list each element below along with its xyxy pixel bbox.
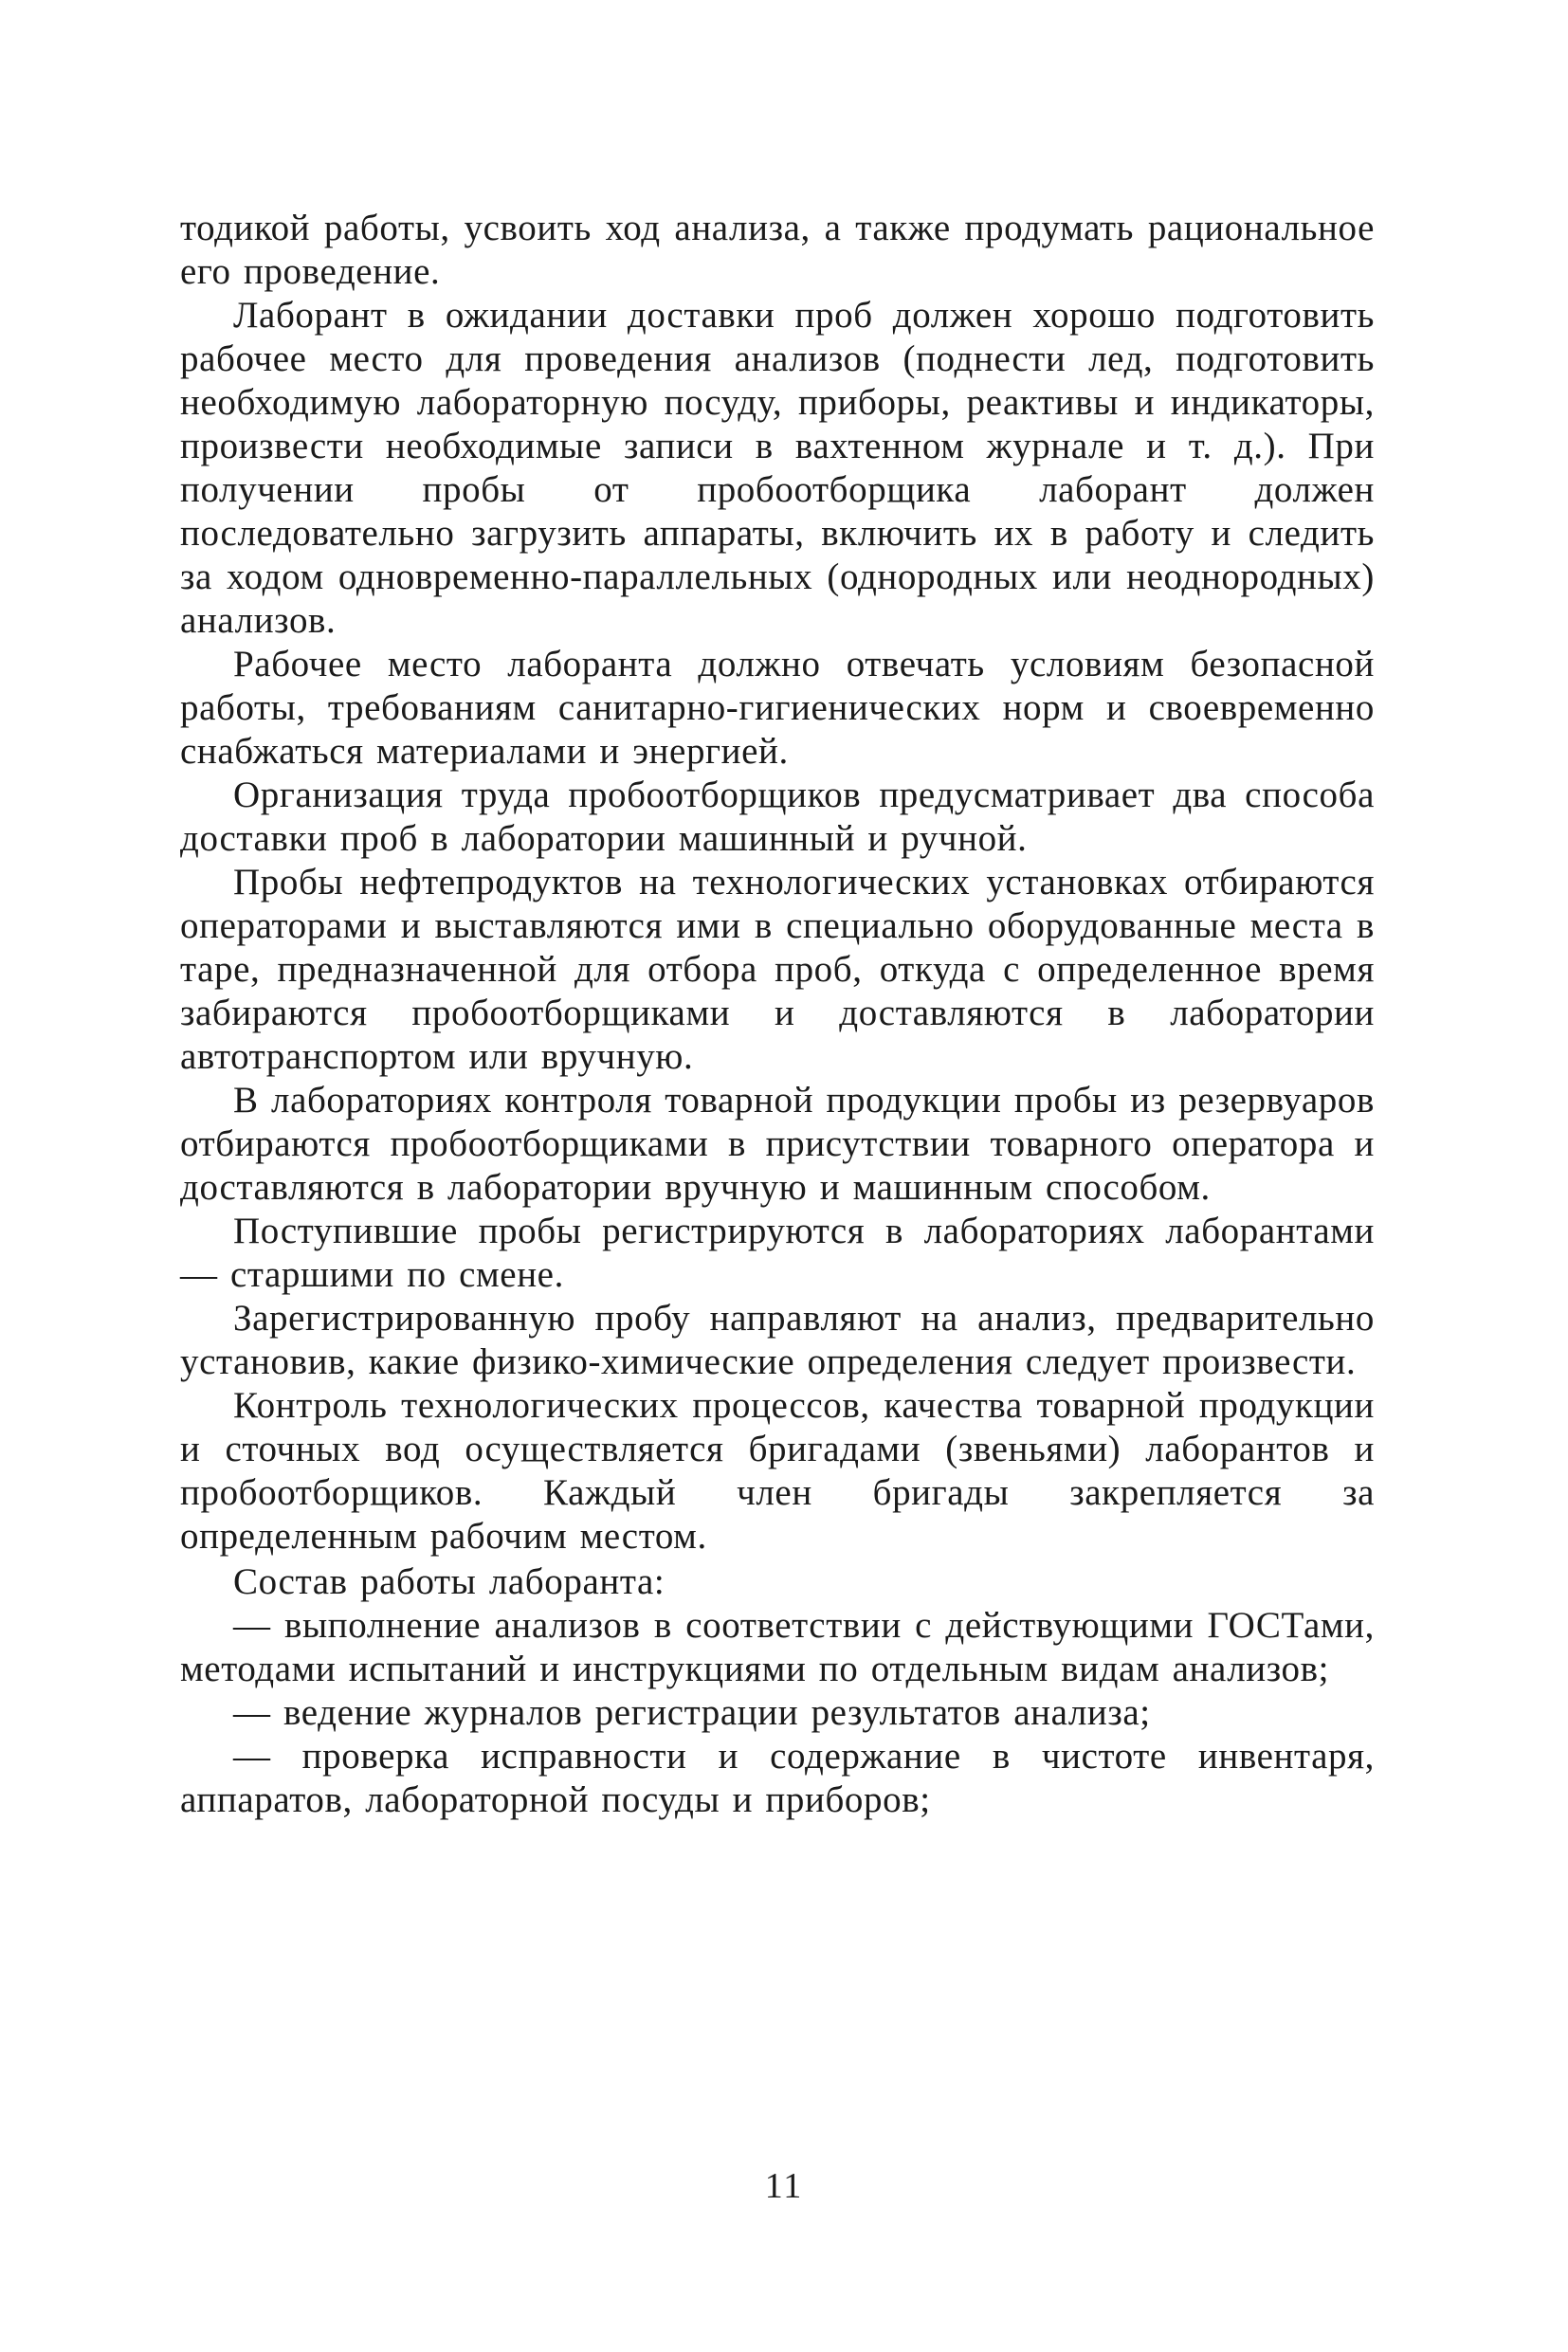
list-item-equipment-maintenance: — проверка исправности и содержание в чистоте инвентаря, аппаратов, лабораторной посуды и приборов; [180, 1736, 1375, 1820]
page-number: 11 [764, 2166, 804, 2206]
paragraph-commodity-control-labs: В лабораториях контроля товарной продукции пробы из резервуаров отбираются пробоотборщиками в присутствии товарного оператора и доставляются в лаборатории вручную и машинным способом. [180, 1080, 1375, 1208]
paragraph-sample-analysis: Зарегистрированную пробу направляют на анализ, предварительно установив, какие физико-химические определения следует произвести. [180, 1298, 1375, 1382]
paragraph-work-composition: Состав работы лаборанта: [233, 1561, 665, 1602]
paragraph-sample-delivery-methods: Организация труда пробоотборщиков предусматривает два способа доставки проб в лаборатории машинный и ручной. [180, 775, 1375, 859]
paragraph-workplace-preparation: Лаборант в ожидании доставки проб должен хорошо подготовить рабочее место для проведения анализов (поднести лед, подготовить необходимую лабораторную посуду, приборы, реактивы и индикаторы, произвести необходимые записи в вахтенном журнале и т. д.). При получении пробы от пробоотборщика лаборант должен последовательно загрузить аппараты, включить их в работу и следить за ходом одновременно-параллельных (однородных или неоднородных) анализов. [180, 295, 1375, 641]
list-item-analyses: — выполнение анализов в соответствии с действующими ГОСТами, методами испытаний и инструкциями по отдельным видам анализов; [180, 1605, 1375, 1689]
body-text [180, 207, 1375, 1822]
paragraph-oil-product-samples: Пробы нефтепродуктов на технологических установках отбираются операторами и выставляются ими в специально оборудованные места в таре, предназначенной для отбора проб, откуда с определенное время забираются пробоотборщиками и доставляются в лаборатории автотранспортом или вручную. [180, 862, 1375, 1077]
paragraph-sample-registration: Поступившие пробы регистрируются в лабораториях лаборантами — старшими по смене. [180, 1211, 1375, 1295]
paragraph-process-control-teams: Контроль технологических процессов, качества товарной продукции и сточных вод осуществляется бригадами (звеньями) лаборантов и пробоотборщиков. Каждый член бригады закрепляется за определенным рабочим местом. [180, 1385, 1375, 1557]
paragraph-continuation: тодикой работы, усвоить ход анализа, а также продумать рациональное его проведение. [180, 208, 1375, 292]
paragraph-workplace-requirements: Рабочее место лаборанта должно отвечать условиям безопасной работы, требованиям санитарно-гигиенических норм и своевременно снабжаться материалами и энергией. [180, 644, 1375, 772]
list-item-journals: — ведение журналов регистрации результатов анализа; [233, 1692, 1151, 1733]
